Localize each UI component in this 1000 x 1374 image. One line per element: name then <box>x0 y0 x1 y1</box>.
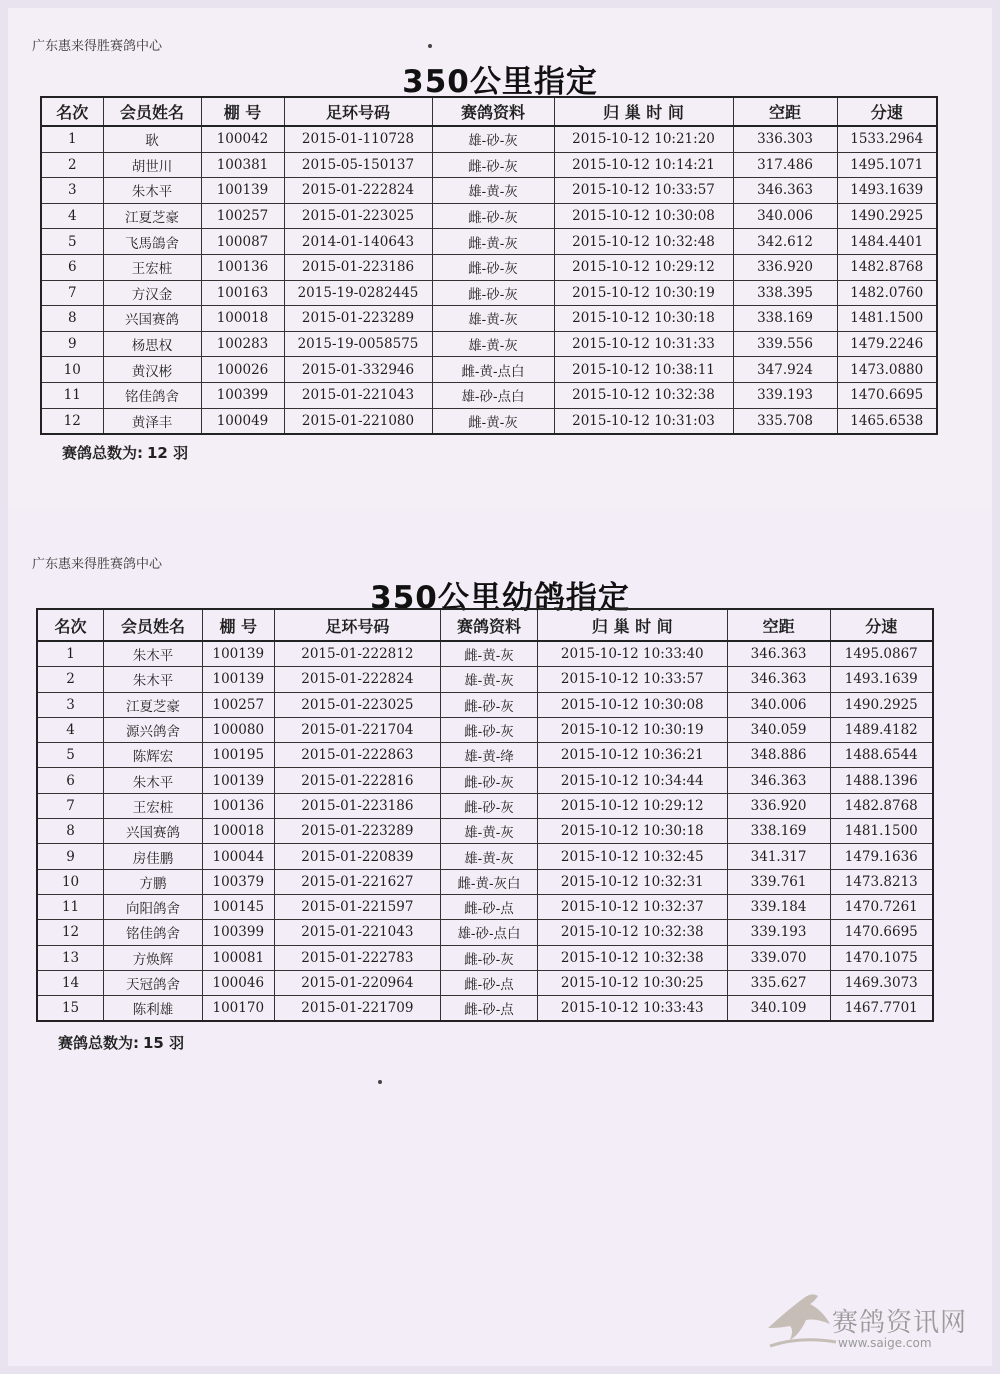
cell-loft-no: 100044 <box>202 844 274 869</box>
cell-ring-no: 2015-01-221709 <box>274 996 440 1022</box>
cell-rank: 10 <box>37 869 104 894</box>
cell-speed: 1484.4401 <box>837 229 937 255</box>
cell-rank: 2 <box>41 152 103 178</box>
cell-member-name: 铭佳鸽舍 <box>103 382 201 408</box>
cell-rank: 15 <box>37 996 104 1022</box>
cell-member-name: 朱木平 <box>104 641 203 667</box>
table-row <box>37 768 933 793</box>
watermark-url: www.saige.com <box>838 1336 932 1350</box>
cell-distance: 340.006 <box>733 203 837 229</box>
cell-ring-no: 2015-01-223025 <box>274 692 440 717</box>
cell-arrival-time: 2015-10-12 10:30:18 <box>554 306 733 332</box>
cell-speed: 1470.7261 <box>830 894 933 919</box>
cell-distance: 342.612 <box>733 229 837 255</box>
cell-distance: 346.363 <box>733 178 837 204</box>
cell-member-name: 飞馬鴿舍 <box>103 229 201 255</box>
table-row <box>41 152 937 178</box>
cell-ring-no: 2015-01-222824 <box>274 667 440 692</box>
cell-member-name: 方汉金 <box>103 280 201 306</box>
cell-loft-no: 100026 <box>201 357 284 383</box>
cell-pigeon-info: 雌-砂-点 <box>441 970 538 995</box>
cell-pigeon-info: 雌-砂-灰 <box>441 793 538 818</box>
cell-distance: 346.363 <box>727 768 830 793</box>
cell-arrival-time: 2015-10-12 10:33:57 <box>554 178 733 204</box>
col-member-name: 会员姓名 <box>103 97 201 126</box>
cell-member-name: 江夏芝豪 <box>104 692 203 717</box>
cell-arrival-time: 2015-10-12 10:34:44 <box>537 768 727 793</box>
cell-pigeon-info: 雌-砂-灰 <box>441 945 538 970</box>
cell-pigeon-info: 雌-砂-灰 <box>441 692 538 717</box>
cell-distance: 335.627 <box>727 970 830 995</box>
cell-member-name: 铭佳鸽舍 <box>104 920 203 945</box>
cell-ring-no: 2015-01-223289 <box>284 306 432 332</box>
cell-loft-no: 100257 <box>202 692 274 717</box>
cell-rank: 3 <box>41 178 103 204</box>
table-row <box>41 357 937 383</box>
cell-speed: 1489.4182 <box>830 717 933 742</box>
cell-arrival-time: 2015-10-12 10:32:38 <box>554 382 733 408</box>
table-row <box>37 970 933 995</box>
cell-pigeon-info: 雄-黄-灰 <box>432 306 554 332</box>
cell-distance: 339.556 <box>733 331 837 357</box>
cell-member-name: 王宏桩 <box>104 793 203 818</box>
cell-arrival-time: 2015-10-12 10:33:40 <box>537 641 727 667</box>
speck <box>428 44 432 48</box>
cell-ring-no: 2015-01-221080 <box>284 408 432 434</box>
table-row <box>37 920 933 945</box>
cell-loft-no: 100379 <box>202 869 274 894</box>
cell-speed: 1479.1636 <box>830 844 933 869</box>
cell-distance: 340.006 <box>727 692 830 717</box>
cell-pigeon-info: 雌-砂-灰 <box>432 152 554 178</box>
cell-arrival-time: 2015-10-12 10:14:21 <box>554 152 733 178</box>
cell-loft-no: 100139 <box>202 641 274 667</box>
cell-member-name: 江夏芝豪 <box>103 203 201 229</box>
cell-member-name: 向阳鸽舍 <box>104 894 203 919</box>
cell-pigeon-info: 雌-砂-灰 <box>432 203 554 229</box>
cell-loft-no: 100042 <box>201 126 284 152</box>
cell-speed: 1473.8213 <box>830 869 933 894</box>
cell-ring-no: 2015-01-222783 <box>274 945 440 970</box>
cell-loft-no: 100195 <box>202 743 274 768</box>
cell-distance: 346.363 <box>727 641 830 667</box>
cell-ring-no: 2015-05-150137 <box>284 152 432 178</box>
cell-arrival-time: 2015-10-12 10:38:11 <box>554 357 733 383</box>
cell-rank: 9 <box>37 844 104 869</box>
cell-member-name: 耿 <box>103 126 201 152</box>
speck <box>378 1080 382 1084</box>
cell-pigeon-info: 雄-黄-灰 <box>441 819 538 844</box>
cell-member-name: 陈辉宏 <box>104 743 203 768</box>
cell-arrival-time: 2015-10-12 10:21:20 <box>554 126 733 152</box>
cell-speed: 1493.1639 <box>837 178 937 204</box>
cell-arrival-time: 2015-10-12 10:32:31 <box>537 869 727 894</box>
cell-distance: 340.059 <box>727 717 830 742</box>
cell-ring-no: 2015-19-0058575 <box>284 331 432 357</box>
cell-loft-no: 100399 <box>202 920 274 945</box>
cell-loft-no: 100399 <box>201 382 284 408</box>
cell-distance: 338.169 <box>727 819 830 844</box>
table-row <box>37 667 933 692</box>
cell-speed: 1495.0867 <box>830 641 933 667</box>
cell-arrival-time: 2015-10-12 10:31:03 <box>554 408 733 434</box>
cell-pigeon-info: 雌-黄-灰 <box>441 641 538 667</box>
table-row <box>41 203 937 229</box>
cell-speed: 1493.1639 <box>830 667 933 692</box>
cell-arrival-time: 2015-10-12 10:32:45 <box>537 844 727 869</box>
cell-member-name: 胡世川 <box>103 152 201 178</box>
cell-loft-no: 100046 <box>202 970 274 995</box>
cell-distance: 338.169 <box>733 306 837 332</box>
cell-ring-no: 2015-01-332946 <box>284 357 432 383</box>
cell-loft-no: 100081 <box>202 945 274 970</box>
cell-rank: 7 <box>37 793 104 818</box>
cell-arrival-time: 2015-10-12 10:30:08 <box>554 203 733 229</box>
cell-pigeon-info: 雌-砂-灰 <box>441 717 538 742</box>
cell-ring-no: 2015-01-223025 <box>284 203 432 229</box>
watermark <box>760 1288 970 1358</box>
cell-rank: 14 <box>37 970 104 995</box>
table-row <box>41 331 937 357</box>
cell-rank: 4 <box>37 717 104 742</box>
cell-arrival-time: 2015-10-12 10:30:08 <box>537 692 727 717</box>
cell-loft-no: 100170 <box>202 996 274 1022</box>
cell-distance: 317.486 <box>733 152 837 178</box>
cell-pigeon-info: 雄-黄-灰 <box>432 178 554 204</box>
cell-loft-no: 100139 <box>201 178 284 204</box>
table-row <box>41 254 937 280</box>
header-row <box>41 97 937 126</box>
cell-arrival-time: 2015-10-12 10:32:38 <box>537 920 727 945</box>
cell-loft-no: 100018 <box>201 306 284 332</box>
cell-member-name: 王宏桩 <box>103 254 201 280</box>
cell-arrival-time: 2015-10-12 10:30:19 <box>537 717 727 742</box>
cell-loft-no: 100139 <box>202 768 274 793</box>
table-row <box>41 178 937 204</box>
cell-pigeon-info: 雄-砂-点白 <box>441 920 538 945</box>
cell-member-name: 源兴鸽舍 <box>104 717 203 742</box>
cell-rank: 13 <box>37 945 104 970</box>
cell-pigeon-info: 雌-砂-灰 <box>441 768 538 793</box>
cell-pigeon-info: 雄-黄-绛 <box>441 743 538 768</box>
cell-member-name: 朱木平 <box>104 667 203 692</box>
cell-arrival-time: 2015-10-12 10:32:38 <box>537 945 727 970</box>
cell-distance: 339.193 <box>733 382 837 408</box>
table-row <box>41 408 937 434</box>
cell-loft-no: 100136 <box>201 254 284 280</box>
cell-member-name: 黄泽丰 <box>103 408 201 434</box>
cell-ring-no: 2015-01-222863 <box>274 743 440 768</box>
cell-distance: 339.070 <box>727 945 830 970</box>
table-row <box>37 996 933 1022</box>
cell-member-name: 房佳鹏 <box>104 844 203 869</box>
cell-arrival-time: 2015-10-12 10:29:12 <box>537 793 727 818</box>
report-sheet-2 <box>8 510 992 1366</box>
cell-speed: 1481.1500 <box>837 306 937 332</box>
cell-distance: 341.317 <box>727 844 830 869</box>
col-ring-no: 足环号码 <box>284 97 432 126</box>
report-title: 350公里幼鸽指定 <box>370 580 630 616</box>
cell-speed: 1495.1071 <box>837 152 937 178</box>
total-count <box>62 442 188 463</box>
cell-speed: 1482.8768 <box>837 254 937 280</box>
cell-pigeon-info: 雄-黄-灰 <box>432 331 554 357</box>
results-table <box>36 608 934 1022</box>
cell-loft-no: 100136 <box>202 793 274 818</box>
cell-distance: 336.920 <box>733 254 837 280</box>
cell-pigeon-info: 雄-黄-灰 <box>441 667 538 692</box>
cell-arrival-time: 2015-10-12 10:33:57 <box>537 667 727 692</box>
cell-member-name: 兴国赛鸽 <box>104 819 203 844</box>
cell-member-name: 天冠鸽舍 <box>104 970 203 995</box>
table-row <box>37 844 933 869</box>
cell-loft-no: 100283 <box>201 331 284 357</box>
cell-rank: 8 <box>37 819 104 844</box>
cell-rank: 12 <box>41 408 103 434</box>
cell-speed: 1490.2925 <box>837 203 937 229</box>
header-row <box>37 609 933 641</box>
cell-distance: 336.920 <box>727 793 830 818</box>
col-loft-no: 棚 号 <box>202 609 274 641</box>
cell-ring-no: 2014-01-140643 <box>284 229 432 255</box>
report-sheet-1 <box>8 8 992 513</box>
cell-loft-no: 100145 <box>202 894 274 919</box>
cell-distance: 335.708 <box>733 408 837 434</box>
cell-rank: 10 <box>41 357 103 383</box>
cell-ring-no: 2015-01-222816 <box>274 768 440 793</box>
cell-speed: 1479.2246 <box>837 331 937 357</box>
cell-member-name: 方鹏 <box>104 869 203 894</box>
cell-loft-no: 100049 <box>201 408 284 434</box>
cell-distance: 347.924 <box>733 357 837 383</box>
cell-rank: 4 <box>41 203 103 229</box>
table-row <box>37 819 933 844</box>
cell-rank: 3 <box>37 692 104 717</box>
cell-speed: 1482.0760 <box>837 280 937 306</box>
cell-pigeon-info: 雌-砂-灰 <box>432 280 554 306</box>
cell-speed: 1470.6695 <box>830 920 933 945</box>
organization-name: 广东惠来得胜赛鸽中心 <box>32 557 163 572</box>
cell-arrival-time: 2015-10-12 10:30:18 <box>537 819 727 844</box>
cell-ring-no: 2015-01-221043 <box>274 920 440 945</box>
table-row <box>37 793 933 818</box>
cell-distance: 340.109 <box>727 996 830 1022</box>
table-row <box>41 280 937 306</box>
cell-speed: 1482.8768 <box>830 793 933 818</box>
col-rank: 名次 <box>41 97 103 126</box>
col-arrival-time: 归 巢 时 间 <box>537 609 727 641</box>
table-row <box>41 306 937 332</box>
cell-distance: 339.761 <box>727 869 830 894</box>
cell-loft-no: 100257 <box>201 203 284 229</box>
col-distance: 空距 <box>733 97 837 126</box>
cell-loft-no: 100018 <box>202 819 274 844</box>
cell-arrival-time: 2015-10-12 10:33:43 <box>537 996 727 1022</box>
col-rank: 名次 <box>37 609 104 641</box>
cell-ring-no: 2015-01-222824 <box>284 178 432 204</box>
table-row <box>37 641 933 667</box>
cell-rank: 2 <box>37 667 104 692</box>
cell-speed: 1481.1500 <box>830 819 933 844</box>
cell-ring-no: 2015-01-223186 <box>284 254 432 280</box>
cell-loft-no: 100087 <box>201 229 284 255</box>
cell-rank: 9 <box>41 331 103 357</box>
table-row <box>41 126 937 152</box>
cell-loft-no: 100163 <box>201 280 284 306</box>
table-row <box>41 229 937 255</box>
table-row <box>37 869 933 894</box>
table-row <box>37 894 933 919</box>
cell-ring-no: 2015-01-221704 <box>274 717 440 742</box>
col-member-name: 会员姓名 <box>104 609 203 641</box>
organization-name: 广东惠来得胜赛鸽中心 <box>32 39 163 54</box>
cell-rank: 11 <box>41 382 103 408</box>
cell-pigeon-info: 雌-砂-点 <box>441 894 538 919</box>
cell-rank: 8 <box>41 306 103 332</box>
cell-distance: 339.184 <box>727 894 830 919</box>
cell-arrival-time: 2015-10-12 10:32:48 <box>554 229 733 255</box>
cell-ring-no: 2015-01-223186 <box>274 793 440 818</box>
cell-rank: 12 <box>37 920 104 945</box>
cell-ring-no: 2015-01-220964 <box>274 970 440 995</box>
cell-distance: 338.395 <box>733 280 837 306</box>
cell-rank: 7 <box>41 280 103 306</box>
cell-ring-no: 2015-01-223289 <box>274 819 440 844</box>
col-pigeon-info: 赛鸽资料 <box>432 97 554 126</box>
cell-arrival-time: 2015-10-12 10:32:37 <box>537 894 727 919</box>
cell-loft-no: 100139 <box>202 667 274 692</box>
cell-ring-no: 2015-01-222812 <box>274 641 440 667</box>
results-table <box>40 96 938 435</box>
cell-member-name: 兴国赛鸽 <box>103 306 201 332</box>
cell-ring-no: 2015-01-110728 <box>284 126 432 152</box>
cell-rank: 11 <box>37 894 104 919</box>
cell-loft-no: 100080 <box>202 717 274 742</box>
table-row <box>37 692 933 717</box>
total-value: 15 羽 <box>143 1034 185 1052</box>
table-row <box>41 382 937 408</box>
cell-speed: 1488.6544 <box>830 743 933 768</box>
cell-rank: 1 <box>37 641 104 667</box>
cell-distance: 348.886 <box>727 743 830 768</box>
report-title: 350公里指定 <box>402 64 598 100</box>
cell-rank: 5 <box>41 229 103 255</box>
col-loft-no: 棚 号 <box>201 97 284 126</box>
cell-speed: 1469.3073 <box>830 970 933 995</box>
cell-member-name: 黄汉彬 <box>103 357 201 383</box>
table-row <box>37 743 933 768</box>
cell-ring-no: 2015-19-0282445 <box>284 280 432 306</box>
cell-ring-no: 2015-01-220839 <box>274 844 440 869</box>
cell-pigeon-info: 雌-砂-点 <box>441 996 538 1022</box>
watermark-text: 赛鸽资讯网 <box>832 1308 968 1338</box>
col-speed: 分速 <box>830 609 933 641</box>
cell-member-name: 方焕辉 <box>104 945 203 970</box>
cell-pigeon-info: 雄-砂-点白 <box>432 382 554 408</box>
col-ring-no: 足环号码 <box>274 609 440 641</box>
table-row <box>37 945 933 970</box>
cell-pigeon-info: 雌-砂-灰 <box>432 254 554 280</box>
cell-rank: 5 <box>37 743 104 768</box>
pigeon-logo-icon <box>760 1288 840 1358</box>
cell-pigeon-info: 雄-黄-灰 <box>441 844 538 869</box>
cell-rank: 6 <box>37 768 104 793</box>
cell-ring-no: 2015-01-221043 <box>284 382 432 408</box>
cell-arrival-time: 2015-10-12 10:31:33 <box>554 331 733 357</box>
cell-speed: 1465.6538 <box>837 408 937 434</box>
cell-rank: 1 <box>41 126 103 152</box>
cell-distance: 346.363 <box>727 667 830 692</box>
cell-pigeon-info: 雄-砂-灰 <box>432 126 554 152</box>
cell-arrival-time: 2015-10-12 10:30:19 <box>554 280 733 306</box>
cell-ring-no: 2015-01-221597 <box>274 894 440 919</box>
cell-speed: 1473.0880 <box>837 357 937 383</box>
col-pigeon-info: 赛鸽资料 <box>441 609 538 641</box>
cell-ring-no: 2015-01-221627 <box>274 869 440 894</box>
col-arrival-time: 归 巢 时 间 <box>554 97 733 126</box>
cell-arrival-time: 2015-10-12 10:29:12 <box>554 254 733 280</box>
cell-member-name: 朱木平 <box>103 178 201 204</box>
cell-pigeon-info: 雌-黄-灰 <box>432 408 554 434</box>
table-row <box>37 717 933 742</box>
cell-member-name: 杨思权 <box>103 331 201 357</box>
cell-arrival-time: 2015-10-12 10:30:25 <box>537 970 727 995</box>
cell-member-name: 朱木平 <box>104 768 203 793</box>
cell-speed: 1467.7701 <box>830 996 933 1022</box>
cell-arrival-time: 2015-10-12 10:36:21 <box>537 743 727 768</box>
cell-rank: 6 <box>41 254 103 280</box>
cell-loft-no: 100381 <box>201 152 284 178</box>
cell-distance: 339.193 <box>727 920 830 945</box>
cell-speed: 1470.6695 <box>837 382 937 408</box>
cell-member-name: 陈利雄 <box>104 996 203 1022</box>
cell-speed: 1488.1396 <box>830 768 933 793</box>
cell-pigeon-info: 雌-黄-点白 <box>432 357 554 383</box>
col-distance: 空距 <box>727 609 830 641</box>
total-label: 赛鸽总数为: <box>62 444 143 462</box>
cell-speed: 1490.2925 <box>830 692 933 717</box>
cell-pigeon-info: 雌-黄-灰白 <box>441 869 538 894</box>
cell-pigeon-info: 雌-黄-灰 <box>432 229 554 255</box>
total-value: 12 羽 <box>147 444 189 462</box>
total-label: 赛鸽总数为: <box>58 1034 139 1052</box>
total-count <box>58 1032 184 1053</box>
cell-speed: 1470.1075 <box>830 945 933 970</box>
cell-distance: 336.303 <box>733 126 837 152</box>
cell-speed: 1533.2964 <box>837 126 937 152</box>
col-speed: 分速 <box>837 97 937 126</box>
